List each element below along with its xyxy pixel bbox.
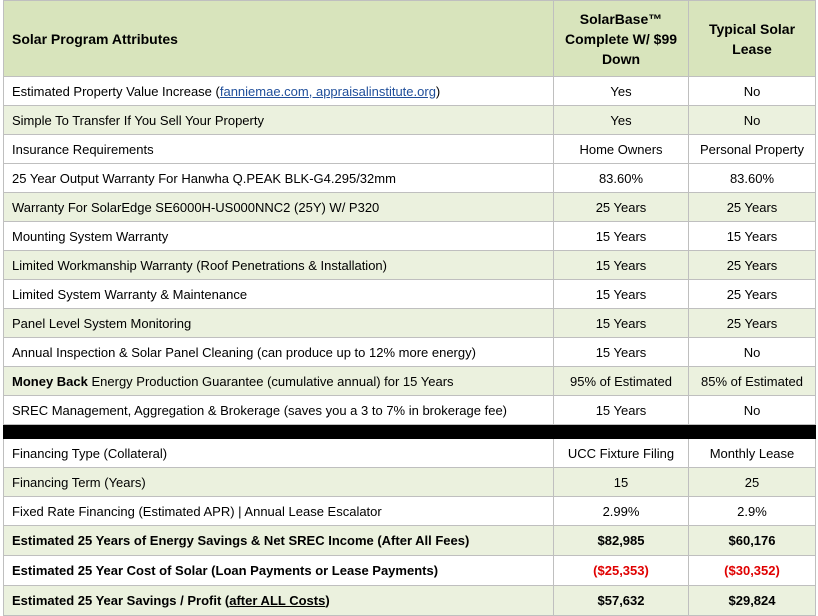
lease-value: 15 Years <box>689 222 816 251</box>
header-solarbase <box>554 1 689 77</box>
table-row <box>4 497 816 526</box>
section-divider <box>4 425 816 439</box>
row-label-bold: Money Back <box>12 373 88 389</box>
header-lease-line2: Lease <box>732 40 772 57</box>
lease-value: No <box>689 338 816 367</box>
lease-value: 2.9% <box>689 497 816 526</box>
table-row-total <box>4 556 816 586</box>
lease-value: 25 Years <box>689 280 816 309</box>
row-label-underlined: after ALL Costs <box>229 593 326 608</box>
solarbase-value: 15 Years <box>554 309 689 338</box>
header-lease <box>689 1 816 77</box>
row-label-text: ) <box>325 593 330 608</box>
row-label-text: Estimated Property Value Increase ( <box>12 83 220 99</box>
row-label <box>4 77 554 106</box>
table-row <box>4 106 816 135</box>
solarbase-value: Yes <box>554 106 689 135</box>
lease-value: No <box>689 77 816 106</box>
table-row <box>4 222 816 251</box>
row-label: Panel Level System Monitoring <box>4 309 554 338</box>
header-attributes: Solar Program Attributes <box>4 1 554 77</box>
table-row <box>4 193 816 222</box>
table-row <box>4 77 816 106</box>
row-label: Limited System Warranty & Maintenance <box>4 280 554 309</box>
lease-value: 25 Years <box>689 193 816 222</box>
solarbase-value: $57,632 <box>554 586 689 616</box>
solarbase-value: 15 Years <box>554 338 689 367</box>
lease-value: $60,176 <box>689 526 816 556</box>
row-label <box>4 586 554 616</box>
lease-value: $29,824 <box>689 586 816 616</box>
row-label-text: Estimated 25 Year Savings / Profit ( <box>12 593 230 608</box>
solarbase-value: Yes <box>554 77 689 106</box>
row-label: Financing Term (Years) <box>4 468 554 497</box>
header-solarbase-line1: SolarBase™ <box>579 10 663 27</box>
row-label: Warranty For SolarEdge SE6000H-US000NNC2 (25Y) W/ P320 <box>4 193 554 222</box>
solarbase-value: 15 Years <box>554 396 689 425</box>
row-label <box>4 367 554 396</box>
comparison-table <box>3 0 816 616</box>
solarbase-value: 15 Years <box>554 251 689 280</box>
row-label-text: Energy Production Guarantee (cumulative annual) for 15 Years <box>87 373 454 389</box>
lease-value: 25 Years <box>689 309 816 338</box>
lease-value: Personal Property <box>689 135 816 164</box>
table-row <box>4 468 816 497</box>
header-solarbase-line3: Down <box>601 50 641 67</box>
row-label: SREC Management, Aggregation & Brokerage (saves you a 3 to 7% in brokerage fee) <box>4 396 554 425</box>
lease-value: 25 Years <box>689 251 816 280</box>
lease-value: Monthly Lease <box>689 439 816 468</box>
row-label: 25 Year Output Warranty For Hanwha Q.PEAK BLK-G4.295/32mm <box>4 164 554 193</box>
table-row-total <box>4 526 816 556</box>
table-row <box>4 367 816 396</box>
table-row <box>4 135 816 164</box>
solarbase-value: Home Owners <box>554 135 689 164</box>
row-label: Limited Workmanship Warranty (Roof Penetrations & Installation) <box>4 251 554 280</box>
solarbase-value: ($25,353) <box>554 556 689 586</box>
lease-value: No <box>689 396 816 425</box>
header-lease-line1: Typical Solar <box>708 20 796 37</box>
row-label: Simple To Transfer If You Sell Your Property <box>4 106 554 135</box>
solarbase-value: 15 Years <box>554 222 689 251</box>
table-row <box>4 338 816 367</box>
solarbase-value: UCC Fixture Filing <box>554 439 689 468</box>
header-row <box>4 1 816 77</box>
table-row <box>4 251 816 280</box>
table-row <box>4 280 816 309</box>
solarbase-value: 25 Years <box>554 193 689 222</box>
lease-value: No <box>689 106 816 135</box>
solarbase-value: 2.99% <box>554 497 689 526</box>
source-link[interactable]: fanniemae.com, appraisalinstitute.org <box>219 83 436 99</box>
table-row <box>4 164 816 193</box>
solarbase-value: 83.60% <box>554 164 689 193</box>
table-row <box>4 439 816 468</box>
table-row <box>4 396 816 425</box>
row-label: Estimated 25 Years of Energy Savings & Net SREC Income (After All Fees) <box>4 526 554 556</box>
lease-value: 25 <box>689 468 816 497</box>
solarbase-value: 15 <box>554 468 689 497</box>
row-label: Insurance Requirements <box>4 135 554 164</box>
row-label: Mounting System Warranty <box>4 222 554 251</box>
lease-value: 85% of Estimated <box>689 367 816 396</box>
lease-value: ($30,352) <box>689 556 816 586</box>
table-row <box>4 309 816 338</box>
lease-value: 83.60% <box>689 164 816 193</box>
solarbase-value: 95% of Estimated <box>554 367 689 396</box>
solarbase-value: $82,985 <box>554 526 689 556</box>
row-label-text: ) <box>435 83 441 99</box>
row-label: Fixed Rate Financing (Estimated APR) | Annual Lease Escalator <box>4 497 554 526</box>
row-label: Estimated 25 Year Cost of Solar (Loan Payments or Lease Payments) <box>4 556 554 586</box>
row-label: Financing Type (Collateral) <box>4 439 554 468</box>
header-solarbase-line2: Complete W/ $99 <box>564 30 678 47</box>
row-label: Annual Inspection & Solar Panel Cleaning (can produce up to 12% more energy) <box>4 338 554 367</box>
solarbase-value: 15 Years <box>554 280 689 309</box>
table-row-total <box>4 586 816 616</box>
